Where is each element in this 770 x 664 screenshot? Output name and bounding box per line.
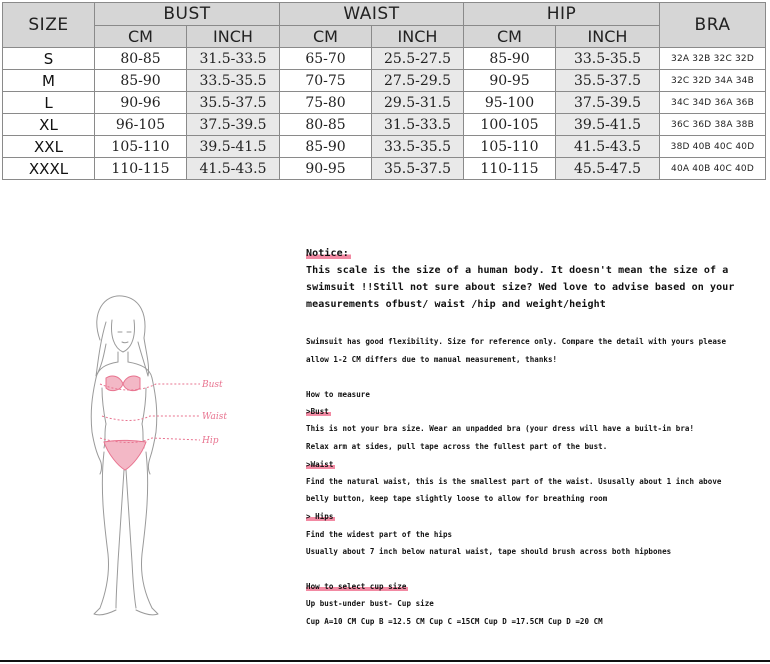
- notice-title: Notice:: [306, 248, 349, 259]
- measurement-cell: 41.5-43.5: [187, 158, 280, 180]
- size-cell: S: [3, 48, 95, 70]
- waist-label: Waist: [202, 412, 227, 422]
- measurement-cell: 41.5-43.5: [556, 136, 660, 158]
- size-header: SIZE: [3, 3, 95, 48]
- notice-line-3: measurements ofbust/ waist /hip and weight/height: [306, 299, 606, 310]
- hip-inch-header: INCH: [556, 26, 660, 48]
- bra-cell: 32C 32D 34A 34B: [660, 70, 766, 92]
- measurement-cell: 96-105: [95, 114, 187, 136]
- measurement-cell: 100-105: [464, 114, 556, 136]
- measurement-cell: 105-110: [95, 136, 187, 158]
- measurement-cell: 29.5-31.5: [372, 92, 464, 114]
- measurement-cell: 105-110: [464, 136, 556, 158]
- measurement-cell: 31.5-33.5: [372, 114, 464, 136]
- flexibility-line-1: Swimsuit has good flexibility. Size for reference only. Compare the detail with yours please: [306, 337, 727, 346]
- how-to-measure: How to measure: [306, 390, 370, 399]
- body-measurement-illustration: [60, 292, 230, 622]
- measurement-cell: 37.5-39.5: [187, 114, 280, 136]
- size-row: [3, 158, 766, 180]
- waist-group-header: WAIST: [280, 3, 464, 26]
- measurement-cell: 85-90: [95, 70, 187, 92]
- cup-heading: How to select cup size: [306, 582, 407, 591]
- measurement-cell: 33.5-35.5: [187, 70, 280, 92]
- bra-cell: 36C 36D 38A 38B: [660, 114, 766, 136]
- bra-cell: 38D 40B 40C 40D: [660, 136, 766, 158]
- measurement-cell: 110-115: [95, 158, 187, 180]
- bra-cell: 32A 32B 32C 32D: [660, 48, 766, 70]
- waist-line-1: Find the natural waist, this is the smallest part of the waist. Ususally about 1 inch above: [306, 477, 722, 486]
- flexibility-line-2: allow 1-2 CM differs due to manual measurement, thanks!: [306, 355, 558, 364]
- bust-cm-header: CM: [95, 26, 187, 48]
- measurement-cell: 90-96: [95, 92, 187, 114]
- bust-label: Bust: [202, 380, 223, 390]
- measurement-cell: 85-90: [280, 136, 372, 158]
- measurement-cell: 80-85: [280, 114, 372, 136]
- measurement-cell: 31.5-33.5: [187, 48, 280, 70]
- size-cell: L: [3, 92, 95, 114]
- measure-lines: [100, 384, 200, 443]
- bust-heading: >Bust: [306, 407, 329, 416]
- size-cell: XL: [3, 114, 95, 136]
- cup-line-2: Cup A=10 CM Cup B =12.5 CM Cup C =15CM Cup D =17.5CM Cup D =20 CM: [306, 617, 603, 626]
- bust-line-1: This is not your bra size. Wear an unpadded bra (your dress will have a built-in bra!: [306, 424, 695, 433]
- measurement-cell: 35.5-37.5: [372, 158, 464, 180]
- measurement-cell: 95-100: [464, 92, 556, 114]
- measurement-cell: 80-85: [95, 48, 187, 70]
- measurement-cell: 70-75: [280, 70, 372, 92]
- bottom-divider: [0, 660, 770, 662]
- bust-group-header: BUST: [95, 3, 280, 26]
- measurement-cell: 45.5-47.5: [556, 158, 660, 180]
- size-cell: XXL: [3, 136, 95, 158]
- measurement-cell: 39.5-41.5: [556, 114, 660, 136]
- hips-heading: > Hips: [306, 512, 334, 521]
- size-row: [3, 114, 766, 136]
- size-chart-table: [2, 2, 766, 180]
- size-row: [3, 136, 766, 158]
- measurement-cell: 90-95: [464, 70, 556, 92]
- bust-line-2: Relax arm at sides, pull tape across the fullest part of the bust.: [306, 442, 608, 451]
- measurement-cell: 35.5-37.5: [187, 92, 280, 114]
- measurement-cell: 25.5-27.5: [372, 48, 464, 70]
- measurement-cell: 85-90: [464, 48, 556, 70]
- measurement-cell: 27.5-29.5: [372, 70, 464, 92]
- measurement-cell: 65-70: [280, 48, 372, 70]
- notice-line-1: This scale is the size of a human body. It doesn't mean the size of a: [306, 265, 729, 276]
- bra-cell: 34C 34D 36A 36B: [660, 92, 766, 114]
- size-cell: M: [3, 70, 95, 92]
- bust-inch-header: INCH: [187, 26, 280, 48]
- hips-line-1: Find the widest part of the hips: [306, 530, 453, 539]
- measurement-cell: 39.5-41.5: [187, 136, 280, 158]
- hip-label: Hip: [202, 436, 219, 446]
- bra-cell: 40A 40B 40C 40D: [660, 158, 766, 180]
- measurement-cell: 35.5-37.5: [556, 70, 660, 92]
- cup-line-1: Up bust-under bust- Cup size: [306, 599, 434, 608]
- size-row: [3, 92, 766, 114]
- measurement-cell: 75-80: [280, 92, 372, 114]
- bra-header: BRA: [660, 3, 766, 48]
- hips-line-2: Usually about 7 inch below natural waist, tape should brush across both hipbones: [306, 547, 672, 556]
- waist-line-2: belly button, keep tape slightly loose to allow for breathing room: [306, 494, 608, 503]
- measurement-cell: 37.5-39.5: [556, 92, 660, 114]
- waist-heading: >Waist: [306, 460, 334, 469]
- hip-cm-header: CM: [464, 26, 556, 48]
- notice-line-2: swimsuit !!Still not sure about size? Wed love to advise based on your: [306, 282, 735, 293]
- measurement-cell: 110-115: [464, 158, 556, 180]
- size-row: [3, 48, 766, 70]
- measurement-cell: 33.5-35.5: [556, 48, 660, 70]
- size-cell: XXXL: [3, 158, 95, 180]
- measurement-cell: 90-95: [280, 158, 372, 180]
- hip-group-header: HIP: [464, 3, 660, 26]
- waist-inch-header: INCH: [372, 26, 464, 48]
- waist-cm-header: CM: [280, 26, 372, 48]
- size-row: [3, 70, 766, 92]
- measurement-cell: 33.5-35.5: [372, 136, 464, 158]
